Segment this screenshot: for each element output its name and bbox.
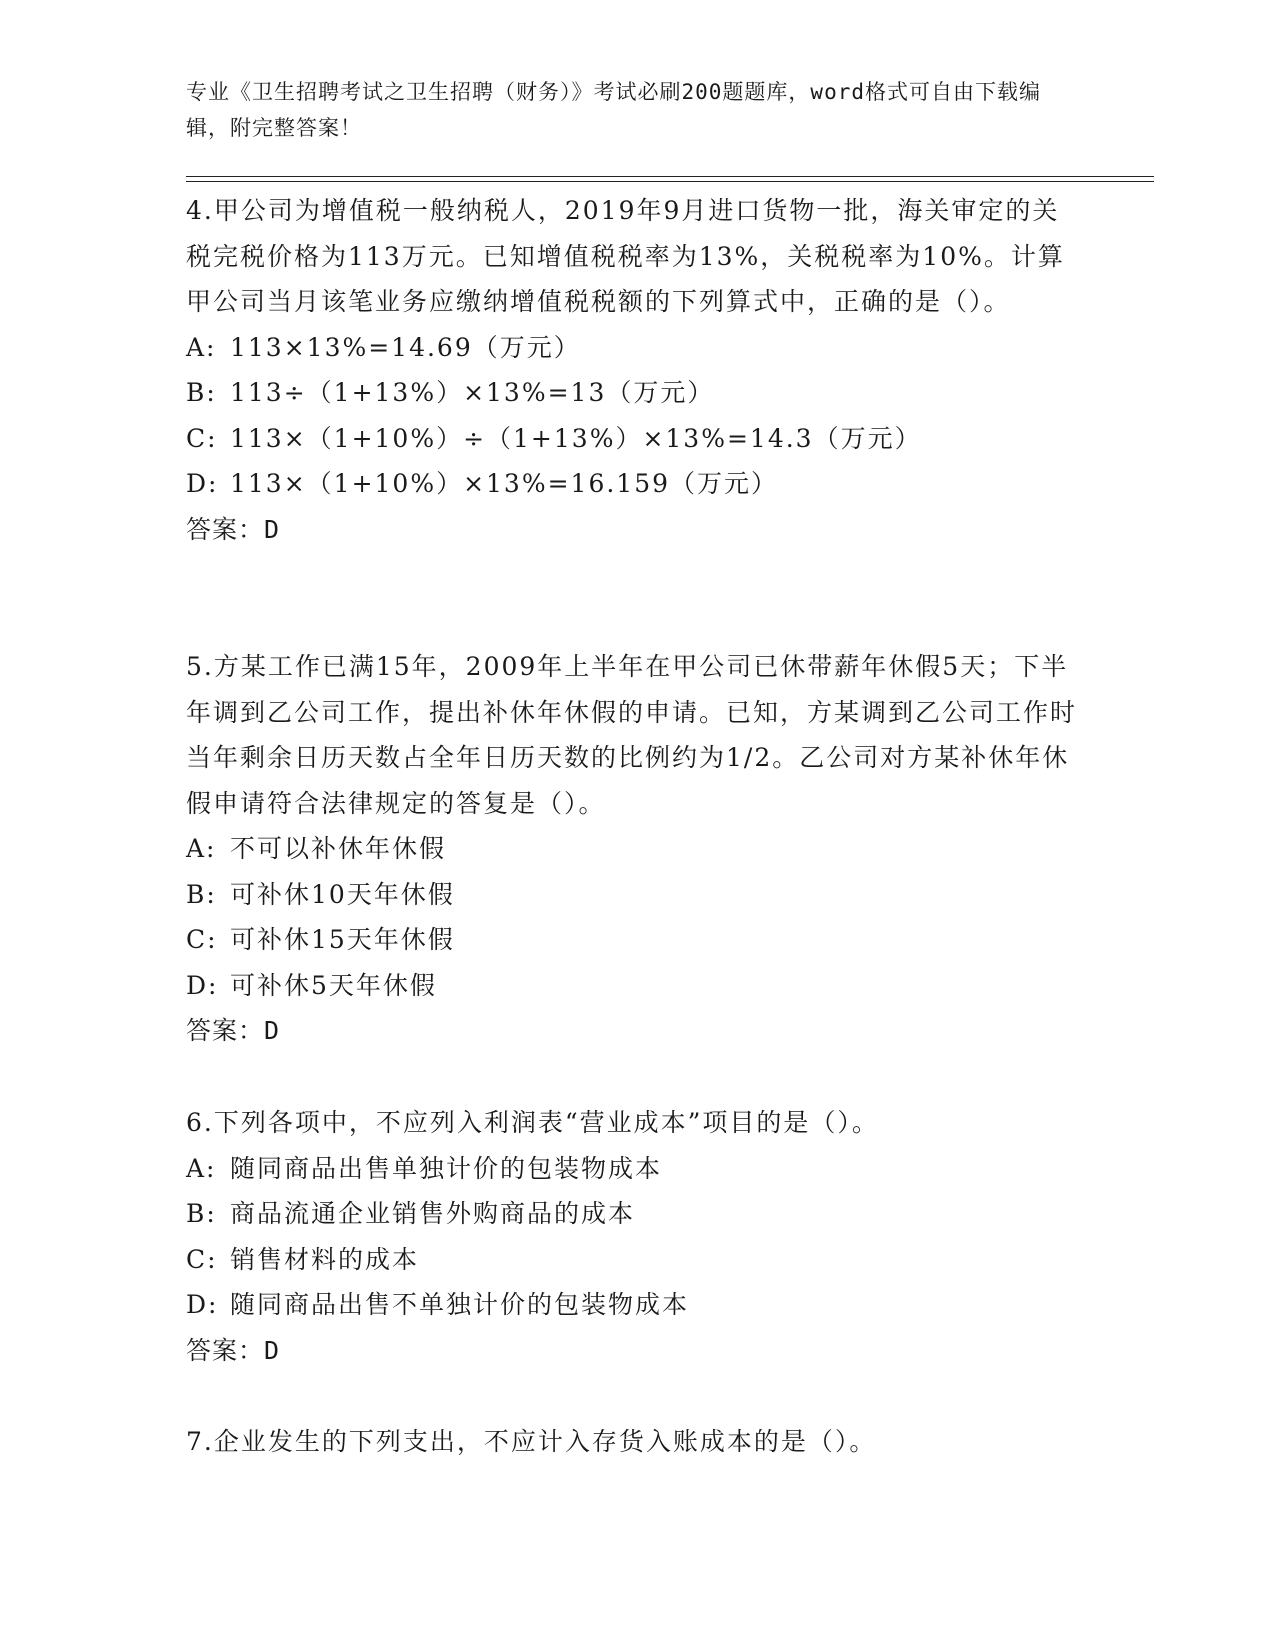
- question-7: [186, 1419, 1086, 1465]
- option-c: [186, 416, 1086, 462]
- question-stem: 7.企业发生的下列支出，不应计入存货入账成本的是（）。: [186, 1427, 877, 1456]
- option-d: [186, 1282, 1086, 1328]
- question-stem: 4.甲公司为增值税一般纳税人，2019年9月进口货物一批，海关审定的关税完税价格为113万元。已知增值税税率为13%，关税税率为10%。计算甲公司当月该笔业务应缴纳增值税税额的下列算式中，正确的是（）。: [186, 196, 1065, 316]
- option-letter: B:: [186, 378, 217, 407]
- option-letter: D:: [186, 970, 219, 1000]
- option-text: 可补休10天年休假: [230, 879, 455, 909]
- option-letter: B:: [186, 879, 217, 909]
- option-letter: B:: [186, 1199, 217, 1228]
- option-letter: A:: [186, 332, 217, 362]
- option-letter: C:: [186, 1244, 218, 1274]
- option-b: [186, 1191, 1086, 1237]
- option-b: [186, 872, 1086, 918]
- answer-line: 答案：D: [186, 1016, 281, 1045]
- option-letter: A:: [186, 1153, 217, 1183]
- option-a: [186, 1146, 1086, 1192]
- question-5: [186, 644, 1086, 1054]
- question-stem: 5.方某工作已满15年，2009年上半年在甲公司已休带薪年休假5天；下半年调到乙公司工作，提出补休年休假的申请。已知，方某调到乙公司工作时当年剩余日历天数占全年日历天数的比例约为1/2。乙公司对方某补休年休假申请符合法律规定的答复是（）。: [186, 652, 1078, 818]
- header-text: 专业《卫生招聘考试之卫生招聘（财务）》考试必刷200题题库，word格式可自由下载编辑，附完整答案！: [186, 80, 1041, 140]
- option-a: [186, 325, 1086, 371]
- option-text: 可补休5天年休假: [230, 970, 437, 1000]
- question-6: [186, 1100, 1086, 1373]
- header-divider-line: [186, 176, 1154, 177]
- option-text: 商品流通企业销售外购商品的成本: [230, 1199, 636, 1228]
- option-text: 不可以补休年休假: [230, 834, 447, 863]
- option-text: 销售材料的成本: [230, 1244, 420, 1274]
- option-text: 可补休15天年休假: [230, 925, 455, 954]
- document-header: [186, 74, 1066, 146]
- option-text: 113×（1+10%）÷（1+13%）×13%=14.3（万元）: [230, 423, 922, 453]
- option-text: 113÷（1+13%）×13%=13（万元）: [230, 378, 715, 407]
- answer-line: 答案：D: [186, 514, 281, 544]
- option-letter: D:: [186, 1290, 219, 1319]
- option-letter: C:: [186, 423, 218, 453]
- option-d: [186, 963, 1086, 1009]
- option-letter: A:: [186, 834, 217, 863]
- header-divider-line-secondary: [186, 181, 1154, 182]
- option-d: [186, 461, 1086, 507]
- option-text: 随同商品出售不单独计价的包装物成本: [230, 1290, 690, 1319]
- option-a: [186, 826, 1086, 872]
- option-text: 113×13%=14.69（万元）: [230, 332, 581, 362]
- option-text: 随同商品出售单独计价的包装物成本: [230, 1153, 663, 1183]
- answer-line: 答案：D: [186, 1335, 281, 1365]
- option-letter: C:: [186, 925, 218, 954]
- question-4: [186, 188, 1086, 552]
- option-c: [186, 1237, 1086, 1283]
- option-letter: D:: [186, 469, 219, 498]
- option-c: [186, 917, 1086, 963]
- option-b: [186, 370, 1086, 416]
- question-stem: 6.下列各项中，不应列入利润表“营业成本”项目的是（）。: [186, 1108, 879, 1137]
- option-text: 113×（1+10%）×13%=16.159（万元）: [230, 469, 779, 498]
